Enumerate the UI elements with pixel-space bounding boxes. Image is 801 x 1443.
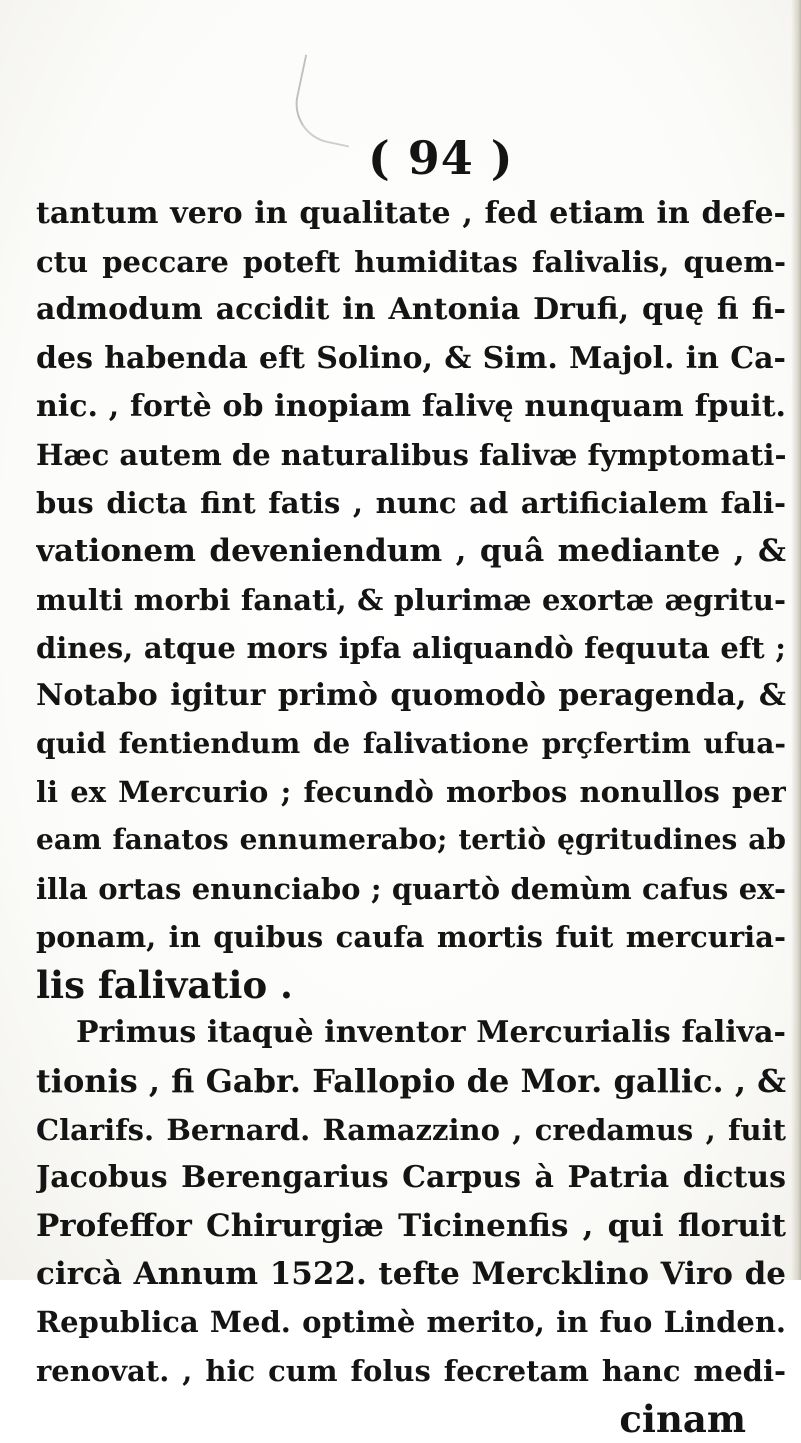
- page-number: ( 94 ): [368, 131, 514, 185]
- text-line: eam fanatos ennumerabo; tertiò ęgritudines ab: [36, 823, 786, 857]
- text-line: li ex Mercurio ; fecundò morbos nonullos per: [36, 775, 786, 810]
- text-line: ctu peccare poteft humiditas falivalis, quem-: [36, 245, 786, 280]
- text-line: Jacobus Berengarius Carpus à Patria dictus: [36, 1159, 786, 1195]
- text-line: bus dicta fint fatis , nunc ad artificialem fali-: [36, 486, 786, 521]
- text-line: tionis , fi Gabr. Fallopio de Mor. gallic. , &: [36, 1062, 786, 1101]
- catchword: cinam: [619, 1396, 746, 1441]
- text-line: renovat. , hic cum folus fecretam hanc medi-: [36, 1353, 786, 1388]
- text-line: Primus itaquè inventor Mercurialis faliva-: [76, 1015, 786, 1051]
- text-line: dines, atque mors ipfa aliquandò fequuta eft ;: [36, 630, 786, 665]
- text-line: Hæc autem de naturalibus falivæ fymptomati-: [36, 437, 786, 472]
- text-block: [36, 190, 786, 1443]
- text-line: nic. , fortè ob inopiam falivę nunquam fpuit.: [36, 388, 786, 424]
- text-line: multi morbi fanati, & plurimæ exortæ ægritu-: [36, 582, 786, 617]
- text-line: Notabo igitur primò quomodò peragenda, &: [36, 677, 786, 713]
- text-line: illa ortas enunciabo ; quartò demùm cafus ex-: [36, 871, 786, 906]
- text-line: tantum vero in qualitate , fed etiam in defe-: [36, 196, 786, 231]
- text-line: circà Annum 1522. tefte Mercklino Viro de: [36, 1256, 786, 1293]
- text-line: Profeffor Chirurgiæ Ticinenfis , qui floruit: [36, 1207, 786, 1244]
- page-edge: [791, 0, 801, 1280]
- text-line: admodum accidit in Antonia Drufi, quę fi fi-: [36, 292, 786, 328]
- text-line: Clarifs. Bernard. Ramazzino , credamus , fuit: [36, 1112, 786, 1147]
- text-line: ponam, in quibus caufa mortis fuit mercuria-: [36, 919, 786, 954]
- pen-mark: [288, 54, 366, 147]
- text-line: quid fentiendum de falivatione prçfertim ufua-: [36, 727, 786, 761]
- text-line: des habenda eft Solino, & Sim. Majol. in Ca-: [36, 340, 786, 376]
- text-line: vationem deveniendum , quâ mediante , &: [36, 533, 786, 570]
- text-line: Republica Med. optimè merito, in fuo Linden.: [36, 1305, 786, 1340]
- text-line: lis falivatio .: [36, 963, 293, 1007]
